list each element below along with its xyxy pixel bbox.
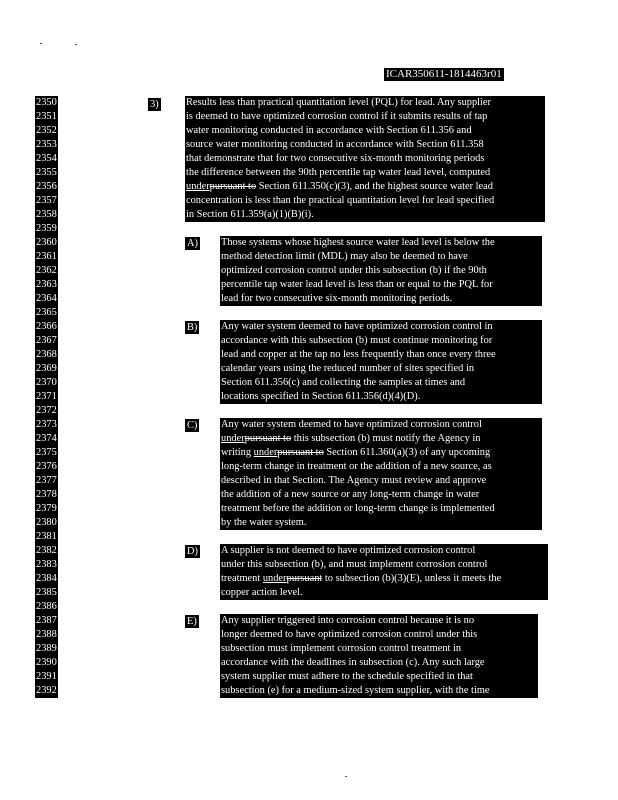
line-number: 2368 xyxy=(36,349,57,360)
line-number: 2391 xyxy=(36,671,57,682)
line-number: 2359 xyxy=(36,223,57,234)
line-number: 2354 xyxy=(36,153,57,164)
line-number: 2388 xyxy=(36,629,57,640)
text-line: method detection limit (MDL) may also be deemed to have xyxy=(221,251,468,262)
text-line: the addition of a new source or any long-term change in water xyxy=(221,489,480,500)
text-line: accordance with the deadlines in subsection (c). Any such large xyxy=(221,657,485,668)
text-line: copper action level. xyxy=(221,587,303,598)
text-line: optimized corrosion control under this subsection (b) if the 90th xyxy=(221,265,487,276)
line-number: 2357 xyxy=(36,195,57,206)
text-line: by the water system. xyxy=(221,517,307,528)
line-number: 2370 xyxy=(36,377,57,388)
text-line: that demonstrate that for two consecutive six-month monitoring periods xyxy=(186,153,485,164)
text-line: described in that Section. The Agency must review and approve xyxy=(221,475,487,486)
deleted-text: pursuant xyxy=(286,573,323,584)
line-number: 2363 xyxy=(36,279,57,290)
line-number: 2389 xyxy=(36,643,57,654)
text-line: system supplier must adhere to the schedule specified in that xyxy=(221,671,473,682)
line-number: 2381 xyxy=(36,531,57,542)
line-number: 2365 xyxy=(36,307,57,318)
text-line: source water monitoring conducted in accordance with Section 611.358 xyxy=(186,139,484,150)
line-number: 2375 xyxy=(36,447,57,458)
line-number: 2379 xyxy=(36,503,57,514)
line-number: 2372 xyxy=(36,405,57,416)
text-line: water monitoring conducted in accordance with Section 611.356 and xyxy=(186,125,472,136)
line-number-column xyxy=(35,96,58,698)
inserted-text: under xyxy=(186,181,210,192)
subsection-marker-e: E) xyxy=(187,616,197,627)
text-line: lead and copper at the tap no less frequently than once every three xyxy=(221,349,496,360)
text-line-amended xyxy=(221,572,548,586)
scan-speck xyxy=(345,776,347,777)
document-id-header: ICAR350611-1814463r01 xyxy=(386,68,502,80)
line-number: 2358 xyxy=(36,209,57,220)
line-number: 2355 xyxy=(36,167,57,178)
line-number: 2367 xyxy=(36,335,57,346)
text-line: the difference between the 90th percentile tap water lead level, computed xyxy=(186,167,491,178)
inserted-text: under xyxy=(262,573,287,584)
text-line: concentration is less than the practical quantitation level for lead specified xyxy=(186,195,495,206)
text-line: under this subsection (b), and must implement corrosion control xyxy=(221,559,488,570)
text-fragment: Section 611.360(a)(3) of any upcoming xyxy=(323,447,491,458)
text-line: treatment before the addition or long-term change is implemented xyxy=(221,503,495,514)
line-number: 2385 xyxy=(36,587,57,598)
subsection-marker-d: D) xyxy=(187,546,198,557)
text-line: in Section 611.359(a)(1)(B)(i). xyxy=(186,209,314,220)
line-number: 2356 xyxy=(36,181,57,192)
text-line: Any water system deemed to have optimized corrosion control xyxy=(221,419,482,430)
text-line: accordance with this subsection (b) must continue monitoring for xyxy=(221,335,493,346)
subsection-marker-a: A) xyxy=(187,238,198,249)
text-line: long-term change in treatment or the addition of a new source, as xyxy=(221,461,492,472)
line-number: 2371 xyxy=(36,391,57,402)
text-line-amended xyxy=(186,180,545,194)
text-line: subsection (e) for a medium-sized system supplier, with the time xyxy=(221,685,490,696)
line-number: 2382 xyxy=(36,545,57,556)
line-number: 2373 xyxy=(36,419,57,430)
text-line: Any supplier triggered into corrosion control because it is no xyxy=(221,615,475,626)
section-marker-b: 3) xyxy=(150,99,159,110)
line-number: 2351 xyxy=(36,111,57,122)
line-number: 2353 xyxy=(36,139,57,150)
text-line: is deemed to have optimized corrosion control if it submits results of tap xyxy=(186,111,488,122)
text-line: percentile tap water lead level is less than or equal to the PQL for xyxy=(221,279,493,290)
text-line: Any water system deemed to have optimized corrosion control in xyxy=(221,321,493,332)
text-fragment: Section 611.350(c)(3), and the highest source water lead xyxy=(256,181,493,192)
scan-speck xyxy=(75,44,77,45)
text-line: locations specified in Section 611.356(d)(4)(D). xyxy=(221,391,421,402)
line-number: 2376 xyxy=(36,461,57,472)
text-fragment: this subsection (b) must notify the Agency in xyxy=(291,433,481,444)
line-number: 2369 xyxy=(36,363,57,374)
line-number: 2380 xyxy=(36,517,57,528)
text-line: subsection must implement corrosion control treatment in xyxy=(221,643,462,654)
text-line-amended xyxy=(221,446,542,460)
line-number: 2362 xyxy=(36,265,57,276)
line-number: 2386 xyxy=(36,601,57,612)
text-line: lead for two consecutive six-month monitoring periods. xyxy=(221,293,453,304)
text-line: Results less than practical quantitation level (PQL) for lead. Any supplier xyxy=(186,97,492,108)
subsection-d-text xyxy=(220,544,548,600)
line-number: 2378 xyxy=(36,489,57,500)
scan-speck xyxy=(40,43,42,44)
line-number: 2384 xyxy=(36,573,57,584)
subsection-a-text xyxy=(220,236,542,306)
line-number: 2387 xyxy=(36,615,57,626)
line-number: 2352 xyxy=(36,125,57,136)
subsection-c-text xyxy=(220,418,542,530)
subsection-b-text xyxy=(220,320,542,404)
line-number: 2390 xyxy=(36,657,57,668)
line-number: 2377 xyxy=(36,475,57,486)
text-line-amended xyxy=(221,432,542,446)
inserted-text: under xyxy=(253,447,278,458)
subsection-marker-b: B) xyxy=(187,322,198,333)
deleted-text: pursuant to xyxy=(244,433,292,444)
deleted-text: pursuant to xyxy=(277,447,324,458)
line-number: 2392 xyxy=(36,685,57,696)
text-fragment: to subsection (b)(3)(E), unless it meets the xyxy=(322,573,502,584)
line-number: 2350 xyxy=(36,97,57,108)
text-fragment: writing xyxy=(221,447,254,458)
text-line: longer deemed to have optimized corrosion control under this xyxy=(221,629,478,640)
deleted-text: pursuant to xyxy=(209,181,257,192)
text-line: calendar years using the reduced number of sites specified in xyxy=(221,363,475,374)
text-fragment: treatment xyxy=(221,573,263,584)
line-number: 2366 xyxy=(36,321,57,332)
line-number: 2374 xyxy=(36,433,57,444)
line-number: 2361 xyxy=(36,251,57,262)
line-number: 2360 xyxy=(36,237,57,248)
line-number: 2364 xyxy=(36,293,57,304)
text-line: Section 611.356(c) and collecting the samples at times and xyxy=(221,377,466,388)
line-number: 2383 xyxy=(36,559,57,570)
subsection-e-text xyxy=(220,614,538,698)
subsection-marker-c: C) xyxy=(187,420,198,431)
text-line: A supplier is not deemed to have optimized corrosion control xyxy=(221,545,476,556)
text-line: Those systems whose highest source water lead level is below the xyxy=(221,237,495,248)
inserted-text: under xyxy=(221,433,245,444)
section-b-text xyxy=(185,96,545,222)
